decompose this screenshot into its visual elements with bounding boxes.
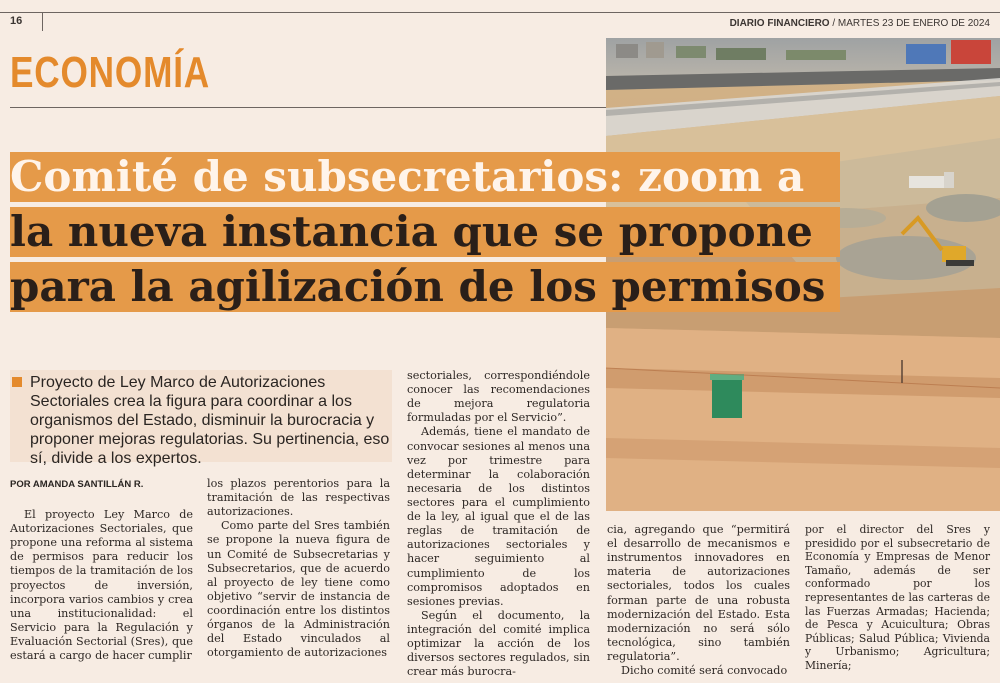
paragraph: cia, agregando que “permitirá el desarrollo de mecanismos e instrumentos innovadores en materia de autorizaciones sectoriales, todos los cuales forman parte de una robusta modernización del Estado. Esta modernización no será sólo tecnológica, sino también regulatoria”.: [607, 523, 790, 663]
paragraph: El proyecto Ley Marco de Autorizaciones Sectoriales, que propone una reforma al sistema de permisos para reducir los tiempos de la tramitación de los proyectos de inversión, incorpora varios cambios y crea una institucionalidad: el Servicio para la Regulación y Evaluación Sectorial (Sres), que estará a cargo de hacer cumplir: [10, 508, 193, 663]
paragraph: los plazos perentorios para la tramitación de las respectivas autorizaciones.: [207, 477, 390, 519]
paragraph: Según el documento, la integración del comité implica optimizar la acción de los diversos sectores regulados, sin crear más burocra-: [407, 608, 590, 679]
deck-bullet-icon: [12, 377, 22, 387]
paragraph: Dicho comité será convocado: [621, 664, 788, 678]
section-title: ECONOMÍA: [10, 48, 210, 97]
paragraph: Como parte del Sres también se propone la nueva figura de un Comité de Subsecretarias y Subsecretarios, que de acuerdo al proyecto de ley tiene como objetivo “servir de instancia de coordinación entre los distintos órganos de la Administración del Estado vinculados al otorgamiento de autorizaciones: [207, 519, 390, 660]
byline: POR AMANDA SANTILLÁN R.: [10, 479, 144, 490]
headline-line-1-text: Comité de subsecretarios: zoom a: [10, 152, 805, 201]
headline-line-3-text: para la agilización de los permisos: [10, 262, 826, 311]
publication-name: DIARIO FINANCIERO: [729, 18, 830, 29]
body-column-5: [805, 523, 990, 673]
body-column-3: [407, 369, 590, 679]
article-deck: [10, 370, 392, 467]
top-rule: [0, 12, 1000, 13]
body-column-1: [10, 508, 193, 663]
paragraph: sectoriales, correspondiéndole conocer las recomendaciones de mejora regulatoria formuladas por el Servicio”.: [407, 369, 590, 425]
masthead: [730, 18, 990, 29]
page-number-divider: [42, 13, 43, 31]
paragraph: Además, tiene el mandato de convocar sesiones al menos una vez por trimestre para determinar la colaboración necesaria de los distintos sectores para el cumplimiento de la ley, al igual que el de las reglas de tramitación de autorizaciones sectoriales y hacer seguimiento al cumplimiento de los compromisos adoptados en sesiones previas.: [407, 425, 590, 608]
body-column-4: [607, 523, 790, 678]
paragraph: por el director del Sres y presidido por el subsecretario de Economía y Empresas de Menor Tamaño, además de ser conformado por los representantes de las carteras de las Fuerzas Armadas; Hacienda; de Pesca y Acuicultura; Obras Públicas; Salud Pública; Vivienda y Urbanismo; Agricultura; Minería;: [805, 523, 990, 673]
headline-line-1: [10, 152, 840, 202]
headline-line-3: [10, 262, 840, 312]
issue-date: / MARTES 23 DE ENERO DE 2024: [829, 18, 990, 29]
headline-line-2-text: la nueva instancia que se propone: [10, 207, 813, 256]
deck-text: Proyecto de Ley Marco de Autorizaciones Sectoriales crea la figura para coordinar a los organismos del Estado, disminuir la burocracia y proponer mejoras regulatorias. Su pertinencia, eso sí, divide a los expertos.: [30, 374, 390, 467]
section-rule: [10, 107, 606, 108]
headline-line-2: [10, 207, 840, 257]
page-number: 16: [10, 15, 23, 27]
body-column-2: [207, 477, 390, 660]
